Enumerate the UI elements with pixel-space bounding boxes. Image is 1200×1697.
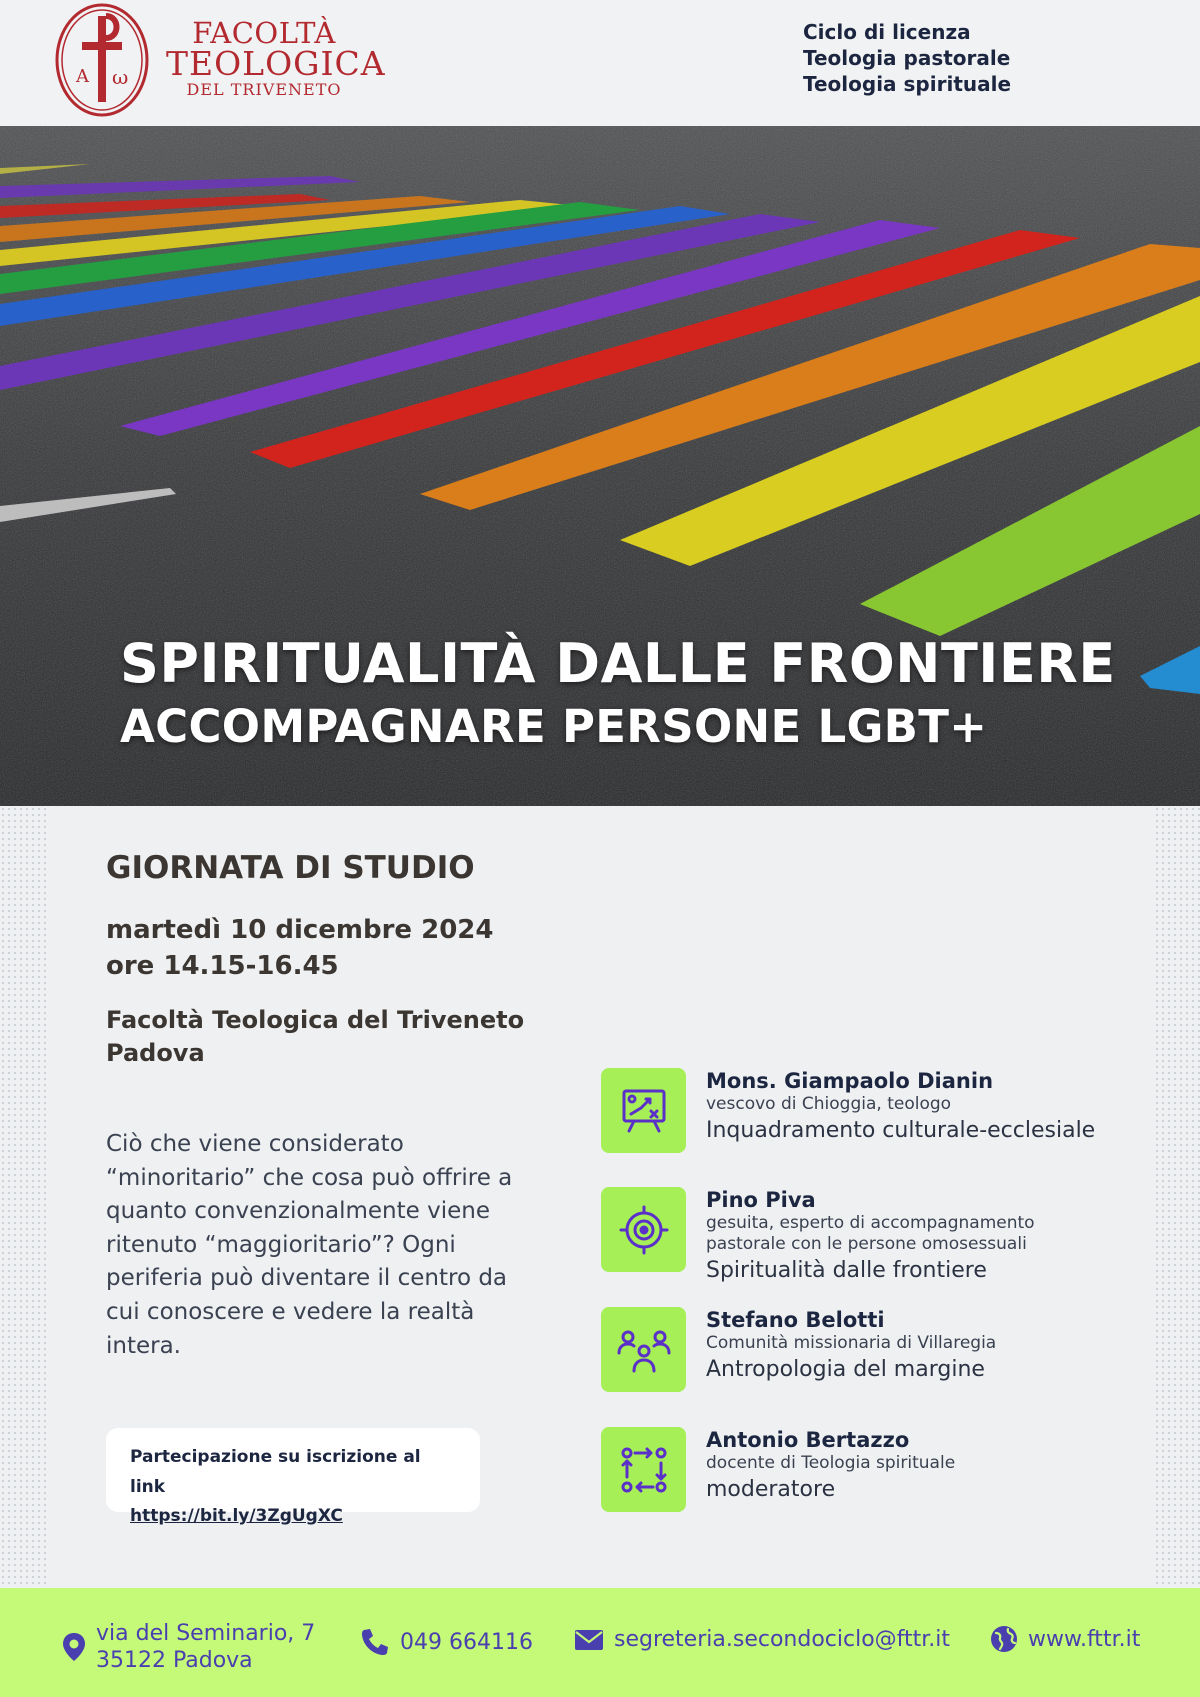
speaker-dianin [601,1068,1161,1158]
speaker-role: Comunità missionaria di Villaregia [706,1333,997,1353]
brand-line3: DEL TRIVENETO [186,80,342,99]
footer-address [62,1620,315,1674]
speaker-name: Stefano Belotti [706,1308,885,1332]
globe-icon [990,1625,1018,1653]
cycle-spirituale: Teologia spirituale [803,72,1012,96]
footer-email[interactable] [574,1626,950,1653]
event-venue [106,1004,524,1070]
dot-pattern-left [0,806,46,1586]
venue-city: Padova [106,1039,205,1067]
title-line2: ACCOMPAGNARE PERSONE LGBT+ [120,700,988,753]
faculty-name [166,16,386,100]
speaker-name: Antonio Bertazzo [706,1428,910,1452]
cycle-licenza: Ciclo di licenza [803,20,971,44]
brand-line2: TEOLOGICA [166,44,386,83]
registration-link[interactable]: https://bit.ly/3ZgUgXC [130,1506,343,1526]
speaker-name: Pino Piva [706,1188,816,1212]
speaker-role: gesuita, esperto di accompagnamento pastorale con le persone omosessuali [706,1213,1035,1254]
workflow-icon [601,1427,686,1512]
strategy-board-icon [601,1068,686,1153]
brand-line1: FACOLTÀ [192,16,336,50]
header [0,0,1200,126]
event-datetime [106,912,493,984]
event-type: GIORNATA DI STUDIO [106,850,475,886]
footer-website[interactable] [990,1625,1140,1653]
event-date: martedì 10 dicembre 2024 [106,915,494,945]
faculty-seal-logo [54,2,150,118]
speaker-belotti [601,1307,1161,1397]
venue-name: Facoltà Teologica del Triveneto [106,1006,525,1034]
svg-text:A: A [76,66,89,87]
phone-number: 049 664116 [400,1629,533,1655]
cycle-pastorale: Teologia pastorale [803,46,1011,70]
event-description: Ciò che viene considerato “minoritario” che cosa può offrire a quanto convenzionalmente viene ritenuto “maggioritario”? Ogni periferia può diventare il centro da cui conoscere e vedere la realtà intera. [106,1131,513,1359]
location-pin-icon [62,1632,86,1662]
speaker-bertazzo [601,1427,1161,1517]
footer [0,1588,1200,1697]
speaker-topic: Inquadramento culturale-ecclesiale [706,1118,1096,1143]
degree-cycles [803,19,1011,97]
speaker-topic: Spiritualità dalle frontiere [706,1258,987,1283]
title-line1: SPIRITUALITÀ DALLE FRONTIERE [120,632,1116,695]
registration-box [106,1428,480,1526]
event-title [120,632,1116,758]
speaker-topic: moderatore [706,1477,836,1502]
speaker-piva [601,1187,1161,1283]
speaker-topic: Antropologia del margine [706,1357,985,1382]
hero-image [0,126,1200,806]
speaker-role: vescovo di Chioggia, teologo [706,1094,952,1114]
address-city: 35122 Padova [96,1648,253,1673]
phone-icon [360,1628,390,1656]
group-icon [601,1307,686,1392]
target-icon [601,1187,686,1272]
svg-text:ω: ω [112,65,129,89]
email-address: segreteria.secondociclo@fttr.it [614,1627,951,1652]
address-street: via del Seminario, 7 [96,1621,316,1646]
registration-label: Partecipazione su iscrizione al link [130,1447,421,1497]
speaker-name: Mons. Giampaolo Dianin [706,1069,994,1093]
event-time: ore 14.15-16.45 [106,951,339,981]
footer-phone[interactable] [360,1628,533,1656]
mail-icon [574,1629,604,1651]
website-url: www.fttr.it [1028,1626,1141,1652]
speaker-role: docente di Teologia spirituale [706,1453,956,1473]
